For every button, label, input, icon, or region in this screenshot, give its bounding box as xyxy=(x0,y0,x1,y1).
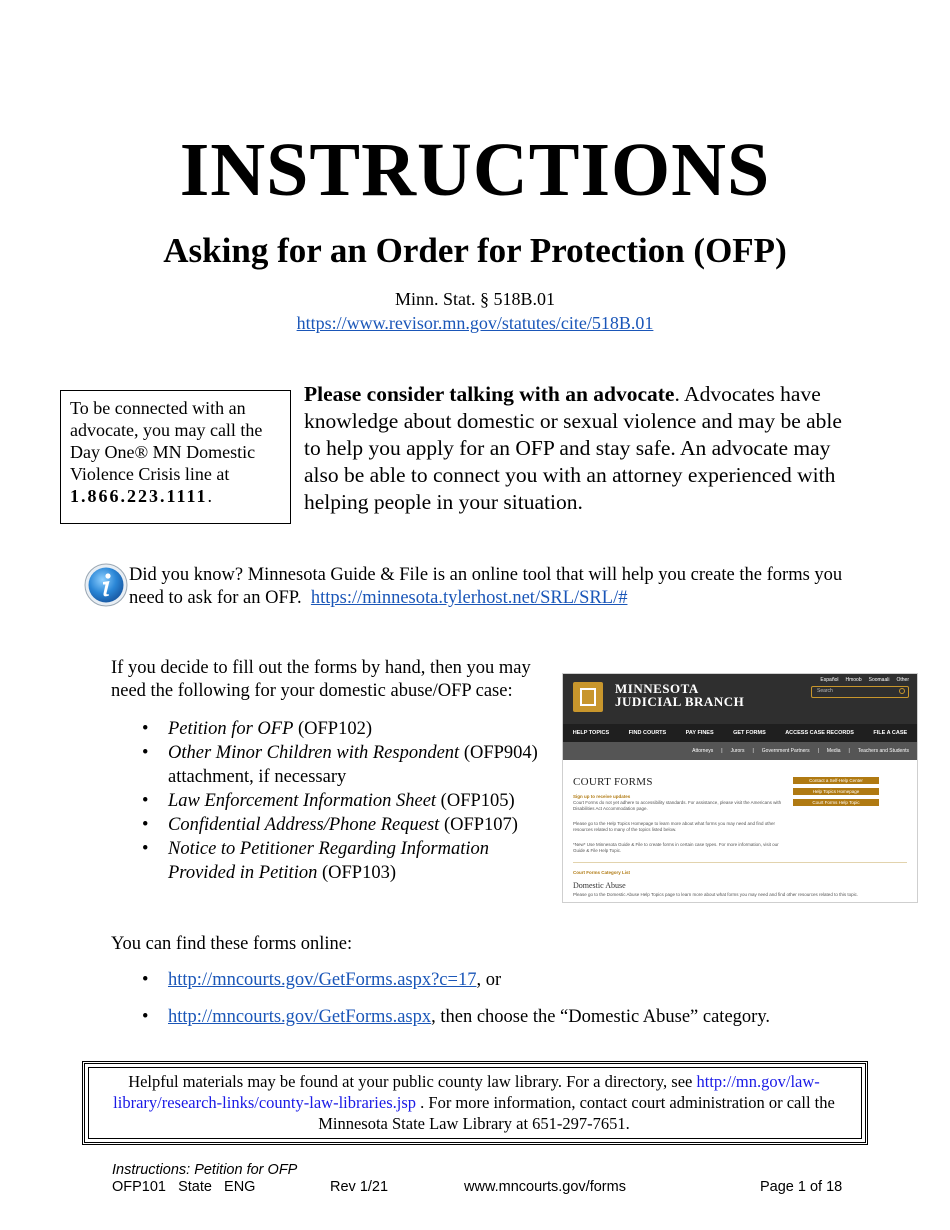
list-item: • http://mncourts.gov/GetForms.aspx, then choose the “Domestic Abuse” category. xyxy=(142,1007,770,1027)
online-forms-list xyxy=(138,969,858,1043)
statute-citation xyxy=(0,287,950,335)
website-main-nav: HELP TOPICS FIND COURTS PAY FINES GET FORMS ACCESS CASE RECORDS FILE A CASE xyxy=(563,724,917,742)
footer-revision: Rev 1/21 xyxy=(330,1179,389,1195)
advocate-callout-box: To be connected with an advocate, you may call the Day One® MN Domestic Violence Crisis line at 1.866.223.1111. xyxy=(60,390,291,524)
info-icon xyxy=(84,563,128,607)
website-brand: MINNESOTA JUDICIAL BRANCH xyxy=(615,681,745,709)
page-title: INSTRUCTIONS xyxy=(179,128,771,212)
website-search-box: Search xyxy=(811,686,909,698)
form-code: (OFP102) xyxy=(293,719,373,739)
did-you-know-text: Did you know? Minnesota Guide & File is an online tool that will help you create the forms you need to ask for an OFP. xyxy=(129,565,843,608)
statute-text: Minn. Stat. § 518B.01 xyxy=(394,289,555,309)
form-code: (OFP105) xyxy=(436,791,515,811)
form-name: Confidential Address/Phone Request xyxy=(168,815,440,835)
form-name: Law Enforcement Information Sheet xyxy=(168,791,437,811)
law-library-text: Helpful materials may be found at your public county law library. For a directory, see http://mn.gov/law-library/research-links/county-law-libraries.jsp . For more information, contact court administration or call the Minnesota State Law Library at 651-297-7651. xyxy=(113,1072,835,1133)
website-button: Contact a Self-Help Center xyxy=(793,777,879,784)
forms-intro: If you decide to fill out the forms by hand, then you may need the following for your domestic abuse/OFP case: xyxy=(111,658,531,701)
statute-link[interactable]: https://www.revisor.mn.gov/statutes/cite/518B.01 xyxy=(296,313,654,333)
form-code: (OFP103) xyxy=(317,863,396,883)
advocate-box-text: To be connected with an advocate, you may call the Day One® MN Domestic Violence Crisis line at xyxy=(70,398,263,484)
footer-page-number: Page 1 of 18 xyxy=(760,1179,843,1195)
footer-form-id: OFP101 State ENG xyxy=(112,1179,256,1195)
search-icon xyxy=(899,688,905,694)
list-item: • Confidential Address/Phone Request (OFP107) xyxy=(142,815,518,835)
advocate-paragraph xyxy=(304,381,854,516)
form-name: Other Minor Children with Respondent xyxy=(168,743,460,763)
website-sub-nav: Attorneys | Jurors | Government Partners | Media | Teachers and Students xyxy=(563,742,917,760)
forms-category-link[interactable]: http://mncourts.gov/GetForms.aspx?c=17 xyxy=(168,970,477,990)
list-item: • http://mncourts.gov/GetForms.aspx?c=17, or xyxy=(142,970,502,990)
court-forms-website-screenshot: MINNESOTA JUDICIAL BRANCH Español Hmoob Soomaali Other Search HELP TOPICS FIND COURTS PAY FINES GET FORMS ACCESS CASE RECORDS FILE A CASE Attorneys | Jurors | Government Partners | Media | Teachers and Students COURT FORMS Sign up to receive updates Court Forms do not yet adhere to accessibility standards. For assistance, please visit the Americans with Disabilities Act Accommodation page. Please go to the Help Topics Homepage to learn more about what forms you may need and find other resources related to many of the topics listed below. *New* Use Minnesota Guide & File to create forms in certain case types. For more information, visit our Guide & File Help Topic. Contact a Self-Help Center Help Topics Homepage Court Forms Help Topic Court Forms Category List Domestic Abuse Please go to the Domestic Abuse Help Topics page to learn more about what forms you may need and find other resources related to this topic. xyxy=(562,673,918,903)
advocate-lead: Please consider talking with an advocate xyxy=(304,382,675,406)
list-item: • Other Minor Children with Respondent (OFP904) attachment, if necessary xyxy=(142,743,538,787)
signup-link: Sign up to receive updates xyxy=(573,794,631,799)
form-code: (OFP107) xyxy=(439,815,518,835)
court-forms-heading: COURT FORMS xyxy=(573,776,653,788)
page-footer xyxy=(112,1162,872,1196)
website-button: Help Topics Homepage xyxy=(793,788,879,795)
page-subtitle: Asking for an Order for Protection (OFP) xyxy=(163,231,787,270)
advocate-body: . Advocates have knowledge about domestic or sexual violence and may be able to help you apply for an OFP and stay safe. An advocate may also be able to connect you with an attorney experienced with helping people in your situation. xyxy=(304,382,842,514)
guide-and-file-link[interactable]: https://minnesota.tylerhost.net/SRL/SRL/# xyxy=(310,588,628,608)
forms-page-link[interactable]: http://mncourts.gov/GetForms.aspx xyxy=(168,1007,432,1027)
law-library-link[interactable]: http://mn.gov/law-library/research-links/county-law-libraries.jsp xyxy=(113,1072,820,1112)
category-heading: Domestic Abuse xyxy=(573,881,626,890)
footer-doc-title: Instructions: Petition for OFP xyxy=(112,1162,298,1178)
form-code: (OFP904) attachment, if necessary xyxy=(168,743,538,787)
crisis-phone-number: 1.866.223.1111 xyxy=(70,486,208,506)
online-forms-intro: You can find these forms online: xyxy=(111,934,353,954)
list-item: • Law Enforcement Information Sheet (OFP105) xyxy=(142,791,515,811)
website-button: Court Forms Help Topic xyxy=(793,799,879,806)
website-header xyxy=(563,674,917,724)
did-you-know-note xyxy=(129,564,869,610)
form-name: Notice to Petitioner Regarding Information Provided in Petition xyxy=(168,839,489,883)
language-links: Español Hmoob Soomaali Other xyxy=(820,677,909,683)
list-item: • Petition for OFP (OFP102) xyxy=(142,719,373,739)
form-name: Petition for OFP xyxy=(168,719,294,739)
court-seal-icon xyxy=(573,682,603,712)
footer-website: www.mncourts.gov/forms xyxy=(464,1179,626,1195)
required-forms-list xyxy=(138,717,558,885)
list-item: • Notice to Petitioner Regarding Information Provided in Petition (OFP103) xyxy=(142,839,489,883)
law-library-box xyxy=(82,1061,868,1145)
